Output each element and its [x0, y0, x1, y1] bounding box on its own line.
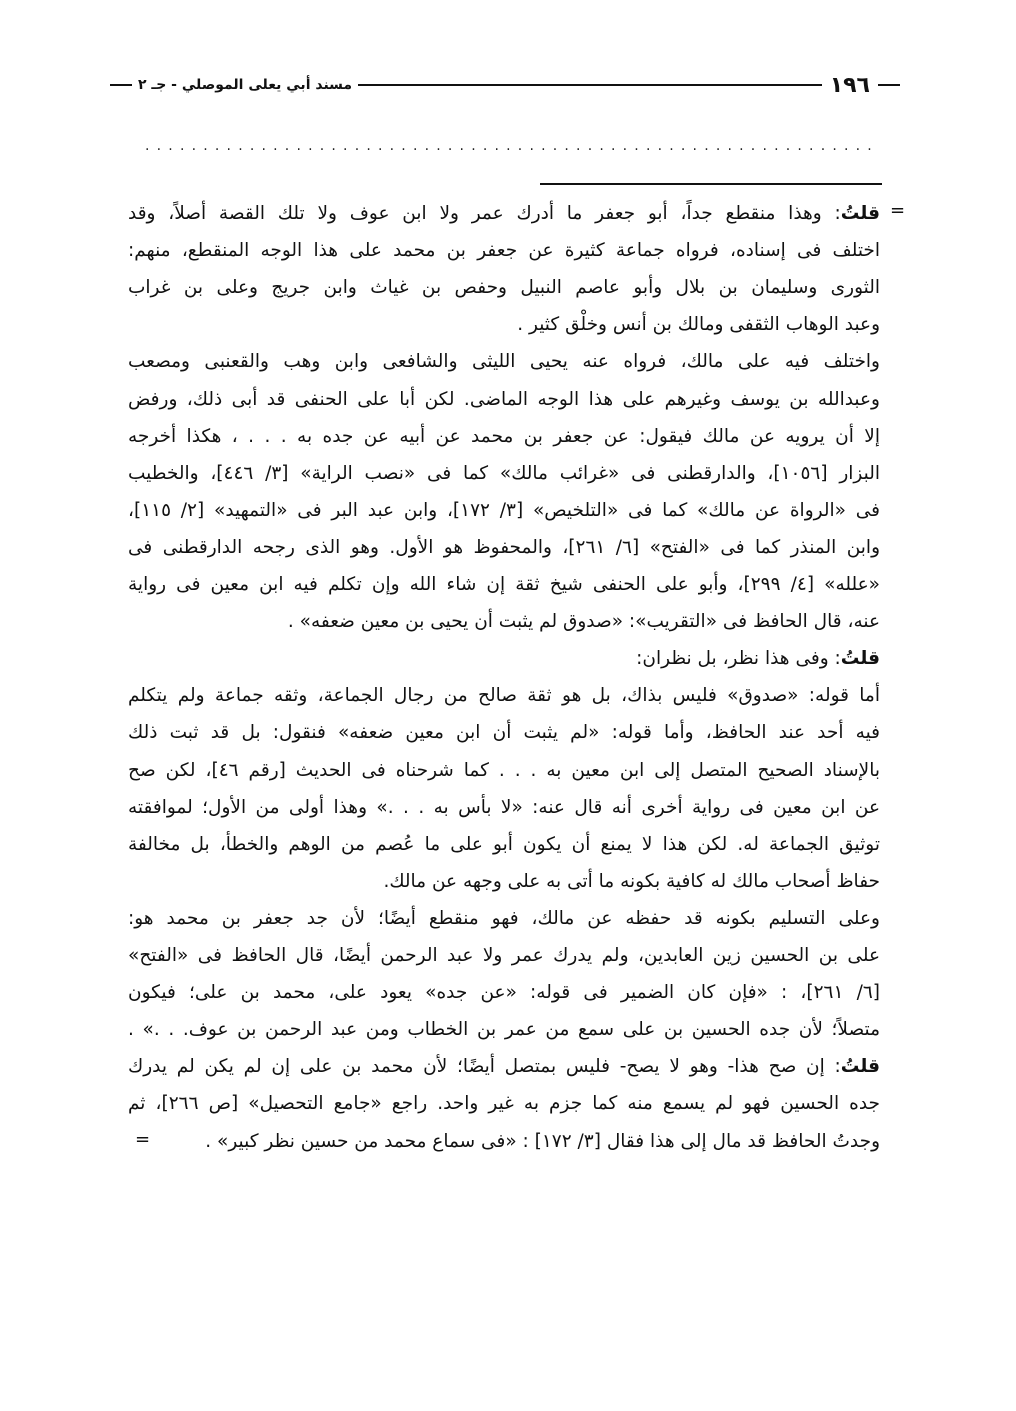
footnote-line — [128, 1052, 880, 1082]
footnote-line-text: عن ابن معين فى رواية أخرى أنه قال عنه: «لا بأس به . . .» وهذا أولى من الأول؛ لموافقته — [128, 796, 880, 818]
footnote-line — [128, 1089, 880, 1119]
footnote-line-text: : إن صح هذا- وهو لا يصح- فليس بمتصل أيضًا؛ لأن محمد بن على إن لم يكن لم يدرك — [128, 1056, 841, 1078]
footnote-line-text: فيه أحد عند الحافظ، وأما قوله: «لم يثبت أن ابن معين ضعفه» فنقول: بل قد ثبت ذلك — [128, 722, 880, 744]
page-number: ١٩٦ — [829, 72, 870, 98]
footnote-line — [128, 533, 880, 563]
footnote-line — [128, 236, 880, 266]
header-rule — [878, 84, 900, 86]
footnote-line — [128, 273, 880, 303]
footnote-line — [128, 459, 880, 489]
footnote-line-text: عنه، قال الحافظ فى «التقريب»: «صدوق لم يثبت أن يحيى بن معين ضعفه» . — [287, 611, 880, 633]
footnote-line — [128, 681, 880, 711]
footnote-line-text: الثورى وسليمان بن بلال وأبو عاصم النبيل وحفص بن غياث وابن جريج وعلى بن غراب — [128, 277, 880, 299]
running-header — [110, 70, 900, 100]
footnote-line — [128, 867, 880, 897]
dotted-omission-line: ............................................................... — [145, 138, 879, 154]
footnote-line-text: أما قوله: «صدوق» فليس بذاك، بل هو ثقة صالح من رجال الجماعة، وثقه جماعة ولم يتكلم — [128, 685, 880, 707]
footnote-line-text: واختلف فيه على مالك، فرواه عنه يحيى الليثى والشافعى وابن وهب والقعنبى ومصعب — [128, 351, 880, 373]
footnote-line-text: بالإسناد الصحيح المتصل إلى ابن معين به . . . كما شرحناه فى الحديث [رقم ٤٦]، لكن صح — [128, 759, 880, 781]
footnote-line — [128, 1015, 880, 1045]
footnote-line-text: حفاظ أصحاب مالك له كافية بكونه ما أتى به على وجهه عن مالك. — [383, 870, 880, 892]
footnote-line-text: : وهذا منقطع جداً، أبو جعفر ما أدرك عمر ولا ابن عوف ولا تلك القصة أصلاً، وقد — [128, 203, 841, 224]
footnote-line-text: اختلف فى إسناده، فرواه جماعة كثيرة عن جعفر بن محمد على هذا الوجه المنقطع، منهم: — [128, 240, 880, 262]
footnote-line-text: إلا أن يرويه عن مالك فيقول: عن جعفر بن محمد عن أبيه عن جده به . . . ، هكذا أخرجه — [128, 425, 880, 447]
footnote-line — [128, 644, 880, 674]
footnote-line — [155, 1127, 880, 1157]
footnote-line — [128, 199, 880, 229]
footnote-line-text: وعبدالله بن يوسف وغيرهم على هذا الوجه الماضى. لكن أبا على الحنفى قد أبى ذلك، ورفض — [128, 388, 880, 410]
footnote-line-text: وعلى التسليم بكونه قد حفظه عن مالك، فهو منقطع أيضًا؛ لأن جد جعفر بن محمد هو: — [128, 907, 880, 929]
footnote-line — [128, 422, 880, 452]
footnote-line-text: فى «الرواة عن مالك» كما فى «التلخيص» [٣/ ١٧٢]، وابن عبد البر فى «التمهيد» [٢/ ١١٥]، — [128, 499, 880, 521]
footnote-line — [128, 941, 880, 971]
footnote-line — [128, 756, 880, 786]
continuation-mark-start: = — [890, 200, 906, 221]
running-title: مسند أبي يعلى الموصلي - جـ ٢ — [138, 77, 353, 93]
footnote-line-text: وعبد الوهاب الثقفى ومالك بن أنس وخلْق كثير . — [517, 314, 880, 336]
footnote-line-text: البزار [١٠٥٦]، والدارقطنى فى «غرائب مالك» كما فى «نصب الراية» [٣/ ٤٤٦]، والخطيب — [128, 462, 880, 484]
footnote-line-text: وجدتُ الحافظ قد مال إلى هذا فقال [٣/ ١٧٢] : «فى سماع محمد من حسين نظر كبير» . — [205, 1130, 880, 1152]
footnote-line — [128, 385, 880, 415]
footnote-line-text: متصلاً؛ لأن جده الحسين بن على سمع من عمر بن الخطاب ومن عبد الرحمن بن عوف. . .» . — [128, 1019, 880, 1041]
qultu-lead: قلتُ — [840, 1056, 880, 1078]
footnote-line — [128, 718, 880, 748]
header-rule — [358, 84, 822, 86]
footnote-line-text: [٦/ ٢٦١]، : «فإن كان الضمير فى قوله: «عن جده» يعود على، محمد بن على؛ فيكون — [128, 982, 880, 1004]
qultu-lead: قلتُ — [840, 648, 880, 670]
footnote-line — [128, 310, 880, 340]
footnote-line — [128, 570, 880, 600]
footnote-line — [128, 830, 880, 860]
footnote-line-text: «علله» [٤/ ٢٩٩]، وأبو على الحنفى شيخ ثقة إن شاء الله وإن تكلم فيه ابن معين فى رواية — [128, 574, 880, 595]
header-rule — [110, 84, 132, 86]
footnote-line — [128, 347, 880, 377]
qultu-lead: قلتُ — [840, 203, 880, 224]
footnote-line-text: وابن المنذر كما فى «الفتح» [٦/ ٢٦١]، والمحفوظ هو الأول. وهو الذى رجحه الدارقطنى فى — [128, 536, 881, 558]
footnote-line-text: على بن الحسين زين العابدين، ولم يدرك عمر ولا عبد الرحمن أيضًا، قال الحافظ فى «الفتح» — [128, 945, 880, 966]
footnote-line — [128, 607, 880, 637]
continuation-mark-end: = — [135, 1128, 151, 1150]
footnote-line-text: جده الحسين فهو لم يسمع منه كما جزم به غير واحد. راجع «جامع التحصيل» [ص ٢٦٦]، ثم — [128, 1093, 880, 1115]
footnote-line — [128, 978, 880, 1008]
footnote-line-text: : وفى هذا نظر، بل نظران: — [636, 648, 841, 670]
footnote-line-text: توثيق الجماعة له. لكن هذا لا يمنع أن يكون أبو على ما عُصم من الوهم والخطأ، بل مخالفة — [128, 833, 880, 855]
footnote-line — [128, 496, 880, 526]
footnote-line — [128, 793, 880, 823]
footnote-separator — [540, 183, 882, 185]
footnote-line — [128, 904, 880, 934]
